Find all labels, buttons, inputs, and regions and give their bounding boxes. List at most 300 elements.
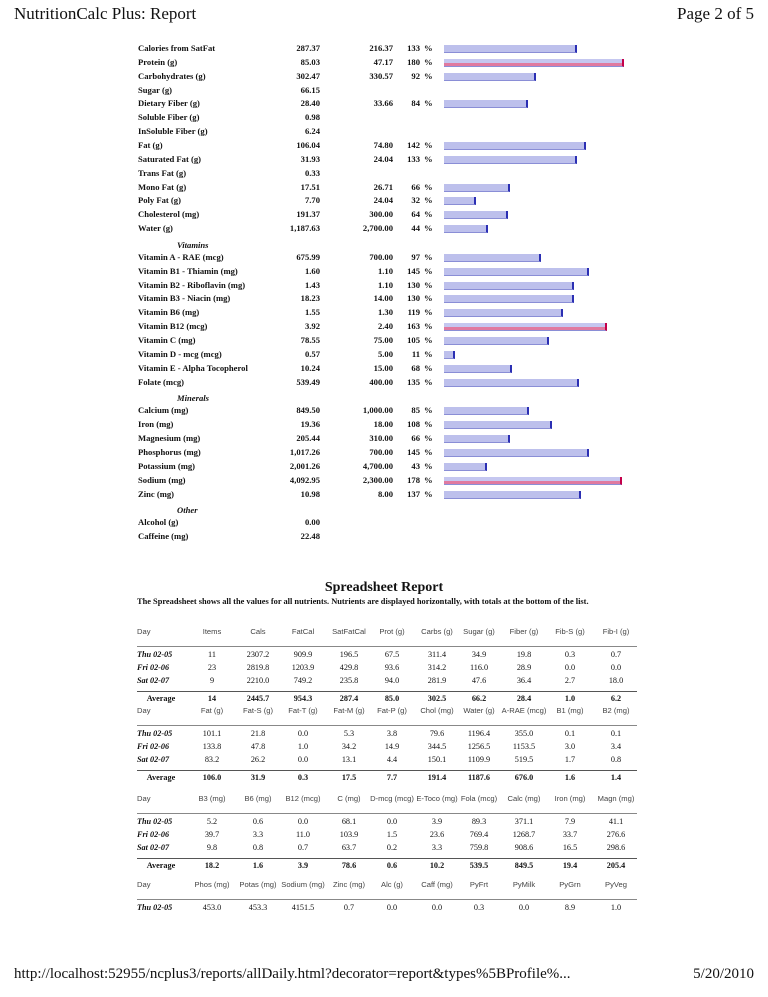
percent-bar — [444, 142, 586, 150]
column-header: Iron (mg) — [554, 794, 586, 803]
nutrient-value: 66.15 — [300, 84, 320, 95]
nutrient-value: 85.03 — [300, 56, 320, 67]
value-cell: 0.1 — [564, 729, 576, 738]
nutrient-row — [0, 181, 768, 194]
value-cell: 909.9 — [293, 650, 313, 659]
column-header: A-RAE (mcg) — [501, 706, 547, 715]
value-cell: 116.0 — [469, 663, 489, 672]
nutrient-name: Iron (mg) — [138, 419, 174, 430]
value-cell: 0.0 — [518, 903, 530, 912]
value-cell: 281.9 — [427, 676, 447, 685]
nutrient-value: 1.43 — [304, 279, 320, 290]
nutrient-row — [0, 474, 768, 487]
average-cell: 302.5 — [427, 694, 447, 703]
value-cell: 2307.2 — [246, 650, 270, 659]
nutrient-percent: 66 — [411, 181, 420, 192]
nutrient-value: 0.57 — [304, 348, 320, 359]
average-cell: 1.0 — [564, 694, 576, 703]
nutrient-row — [0, 70, 768, 83]
column-header: Day — [137, 706, 151, 715]
day-cell: Sat 02-07 — [137, 843, 170, 852]
table-divider — [137, 899, 637, 900]
nutrient-goal: 75.00 — [373, 335, 393, 345]
value-cell: 63.7 — [341, 843, 357, 852]
nutrient-value: 675.99 — [296, 251, 320, 262]
percent-sign: % — [424, 43, 433, 53]
percent-sign: % — [424, 181, 433, 192]
nutrient-row — [0, 42, 768, 55]
value-cell: 298.6 — [606, 843, 626, 852]
nutrient-row — [0, 292, 768, 305]
value-cell: 39.7 — [204, 830, 220, 839]
percent-bar — [444, 491, 581, 499]
nutrient-percent: 137 — [407, 488, 420, 499]
nutrient-value: 78.55 — [300, 335, 320, 345]
column-header: E-Toco (mg) — [416, 794, 458, 803]
value-cell: 1.0 — [610, 903, 622, 912]
average-cell: 18.2 — [204, 861, 220, 870]
day-cell: Fri 02-06 — [137, 663, 170, 672]
nutrient-value: 6.24 — [304, 126, 320, 137]
percent-sign: % — [424, 195, 433, 206]
column-header: B2 (mg) — [602, 706, 630, 715]
percent-bar — [444, 435, 510, 443]
nutrient-value: 191.37 — [296, 209, 320, 220]
nutrient-value: 10.98 — [300, 488, 320, 499]
nutrient-goal: 14.00 — [373, 293, 393, 304]
value-cell: 0.7 — [297, 843, 309, 852]
nutrient-percent: 142 — [407, 139, 420, 150]
nutrient-value: 2,001.26 — [289, 460, 320, 471]
value-cell: 28.9 — [516, 663, 532, 672]
average-cell: 31.9 — [250, 773, 266, 782]
nutrient-name: Vitamin B12 (mcg) — [138, 321, 208, 332]
nutrient-name: Calories from SatFat — [138, 43, 216, 53]
nutrient-percent: 64 — [411, 209, 420, 220]
nutrient-percent: 145 — [407, 265, 420, 276]
percent-bar — [444, 282, 574, 290]
nutrient-goal: 2,700.00 — [362, 223, 393, 234]
column-header: Sodium (mg) — [281, 880, 325, 889]
column-header: Fat-T (g) — [288, 706, 318, 715]
value-cell: 94.0 — [384, 676, 400, 685]
day-cell: Sat 02-07 — [137, 755, 170, 764]
percent-bar — [444, 59, 624, 67]
average-cell: 1.4 — [610, 773, 622, 782]
percent-bar — [444, 449, 589, 457]
percent-bar — [444, 365, 512, 373]
page-number: Page 2 of 5 — [677, 4, 754, 23]
value-cell: 0.2 — [386, 843, 398, 852]
average-cell: 6.2 — [610, 694, 622, 703]
nutrient-percent: 130 — [407, 279, 420, 290]
table-divider — [137, 691, 637, 692]
nutrient-name: Sugar (g) — [138, 84, 172, 95]
column-header: B6 (mg) — [244, 794, 272, 803]
table-divider — [137, 646, 637, 647]
value-cell: 41.1 — [608, 817, 624, 826]
average-cell: 191.4 — [427, 773, 447, 782]
average-cell: 85.0 — [384, 694, 400, 703]
percent-bar — [444, 351, 455, 359]
average-cell: 10.2 — [429, 861, 445, 870]
nutrient-percent: 178 — [407, 474, 420, 485]
value-cell: 4.4 — [386, 755, 398, 764]
nutrient-row — [0, 279, 768, 292]
value-cell: 3.4 — [610, 742, 622, 751]
table-divider — [137, 725, 637, 726]
average-cell: 954.3 — [293, 694, 313, 703]
column-header: Fat-M (g) — [333, 706, 365, 715]
column-header: Fola (mcg) — [460, 794, 498, 803]
average-cell: 3.9 — [297, 861, 309, 870]
value-cell: 1203.9 — [291, 663, 315, 672]
value-cell: 34.2 — [341, 742, 357, 751]
value-cell: 3.3 — [431, 843, 443, 852]
percent-bar — [444, 295, 574, 303]
value-cell: 0.0 — [564, 663, 576, 672]
nutrient-row — [0, 516, 768, 529]
average-cell: 539.5 — [469, 861, 489, 870]
percent-sign: % — [424, 433, 433, 444]
day-cell: Thu 02-05 — [137, 817, 173, 826]
nutrient-row — [0, 153, 768, 166]
column-header: Fat (g) — [200, 706, 224, 715]
value-cell: 47.6 — [471, 676, 487, 685]
value-cell: 0.7 — [343, 903, 355, 912]
value-cell: 4151.5 — [291, 903, 315, 912]
value-cell: 908.6 — [514, 843, 534, 852]
column-header: SatFatCal — [332, 627, 366, 636]
value-cell: 13.1 — [341, 755, 357, 764]
column-header: Fib-I (g) — [602, 627, 630, 636]
value-cell: 101.1 — [202, 729, 222, 738]
value-cell: 5.2 — [206, 817, 218, 826]
nutrient-goal: 1,000.00 — [362, 405, 393, 416]
nutrient-row — [0, 530, 768, 543]
nutrient-percent: 66 — [411, 433, 420, 444]
average-cell: 2445.7 — [246, 694, 270, 703]
nutrient-name: Caffeine (mg) — [138, 531, 189, 542]
nutrient-percent: 43 — [411, 460, 420, 471]
column-header: Fat-S (g) — [243, 706, 273, 715]
nutrient-percent: 133 — [407, 43, 420, 53]
nutrient-percent: 11 — [411, 348, 420, 359]
nutrient-goal: 24.04 — [373, 195, 393, 206]
value-cell: 23.6 — [429, 830, 445, 839]
percent-sign: % — [424, 460, 433, 471]
day-cell: Fri 02-06 — [137, 742, 170, 751]
average-cell: 19.4 — [562, 861, 578, 870]
value-cell: 7.9 — [564, 817, 576, 826]
value-cell: 0.3 — [473, 903, 485, 912]
nutrient-percent: 68 — [411, 362, 420, 373]
percent-bar — [444, 45, 577, 53]
nutrient-percent: 97 — [411, 251, 420, 262]
nutrient-percent: 85 — [411, 405, 420, 416]
value-cell: 453.3 — [248, 903, 268, 912]
nutrient-name: Folate (mcg) — [138, 376, 185, 387]
nutrient-row — [0, 167, 768, 180]
average-cell: 17.5 — [341, 773, 357, 782]
nutrient-name: Potassium (mg) — [138, 460, 196, 471]
table-divider — [137, 770, 637, 771]
column-header: Fiber (g) — [509, 627, 539, 636]
nutrient-row — [0, 97, 768, 110]
table-divider — [137, 813, 637, 814]
value-cell: 355.0 — [514, 729, 534, 738]
percent-sign: % — [424, 474, 433, 485]
nutrient-name: Fat (g) — [138, 139, 163, 150]
percent-bar — [444, 477, 622, 485]
value-cell: 33.7 — [562, 830, 578, 839]
nutrient-value: 302.47 — [296, 70, 320, 81]
nutrient-row — [0, 125, 768, 138]
average-cell: 66.2 — [471, 694, 487, 703]
nutrient-percent: 133 — [407, 153, 420, 164]
percent-sign: % — [424, 153, 433, 164]
nutrient-percent: 180 — [407, 56, 420, 67]
value-cell: 519.5 — [514, 755, 534, 764]
average-cell: 1187.6 — [467, 773, 491, 782]
nutrient-value: 849.50 — [296, 405, 320, 416]
percent-bar — [444, 407, 529, 415]
column-header: Phos (mg) — [194, 880, 230, 889]
nutrient-row — [0, 362, 768, 375]
nutrient-name: Calcium (mg) — [138, 405, 189, 416]
nutrient-value: 18.23 — [300, 293, 320, 304]
percent-sign: % — [424, 335, 433, 345]
column-header: Caff (mg) — [421, 880, 453, 889]
column-header: Sugar (g) — [463, 627, 495, 636]
nutrient-percent: 92 — [411, 70, 420, 81]
value-cell: 18.0 — [608, 676, 624, 685]
value-cell: 0.0 — [431, 903, 443, 912]
nutrient-percent: 130 — [407, 293, 420, 304]
nutrient-value: 7.70 — [304, 195, 320, 206]
nutrient-value: 3.92 — [304, 321, 320, 332]
column-header: Items — [202, 627, 222, 636]
percent-sign: % — [424, 405, 433, 416]
nutrient-percent: 44 — [411, 223, 420, 234]
day-cell: Thu 02-05 — [137, 729, 173, 738]
value-cell: 34.9 — [471, 650, 487, 659]
nutrient-value: 1,017.26 — [289, 446, 320, 457]
nutrient-name: Vitamin B1 - Thiamin (mg) — [138, 265, 238, 276]
column-header: Alc (g) — [381, 880, 403, 889]
nutrient-percent: 32 — [411, 195, 420, 206]
nutrient-name: Poly Fat (g) — [138, 195, 181, 206]
section-heading: Other — [177, 505, 198, 516]
value-cell: 344.5 — [427, 742, 447, 751]
column-header: B12 (mcg) — [285, 794, 321, 803]
percent-sign: % — [424, 251, 433, 262]
value-cell: 3.9 — [431, 817, 443, 826]
nutrient-row — [0, 208, 768, 221]
column-header: Calc (mg) — [507, 794, 541, 803]
nutrient-goal: 2.40 — [377, 321, 393, 332]
spreadsheet-title: Spreadsheet Report — [324, 580, 444, 595]
nutrient-goal: 700.00 — [369, 446, 393, 457]
value-cell: 0.1 — [610, 729, 622, 738]
percent-sign: % — [424, 56, 433, 67]
column-header: Day — [137, 794, 151, 803]
nutrient-row — [0, 488, 768, 501]
percent-sign: % — [424, 321, 433, 332]
average-cell: 14 — [207, 694, 217, 703]
nutrient-goal: 18.00 — [373, 419, 393, 430]
percent-sign: % — [424, 98, 433, 109]
nutrient-row — [0, 306, 768, 319]
percent-bar — [444, 184, 510, 192]
day-cell: Sat 02-07 — [137, 676, 170, 685]
column-header: Fat-P (g) — [377, 706, 407, 715]
nutrient-name: InSoluble Fiber (g) — [138, 126, 208, 137]
nutrient-value: 17.51 — [300, 181, 320, 192]
value-cell: 14.9 — [384, 742, 400, 751]
percent-bar — [444, 337, 549, 345]
column-header: C (mg) — [337, 794, 361, 803]
column-header: B1 (mg) — [556, 706, 584, 715]
average-cell: 0.3 — [297, 773, 309, 782]
value-cell: 93.6 — [384, 663, 400, 672]
percent-sign: % — [424, 293, 433, 304]
nutrient-name: Vitamin B6 (mg) — [138, 307, 200, 318]
average-cell: 0.6 — [386, 861, 398, 870]
percent-sign: % — [424, 446, 433, 457]
nutrient-row — [0, 56, 768, 69]
average-cell: 287.4 — [339, 694, 359, 703]
column-header: PyMilk — [512, 880, 536, 889]
nutrient-name: Vitamin D - mcg (mcg) — [138, 348, 222, 359]
value-cell: 453.0 — [202, 903, 222, 912]
percent-bar — [444, 225, 488, 233]
nutrient-name: Magnesium (mg) — [138, 433, 201, 444]
value-cell: 0.6 — [252, 817, 264, 826]
column-header: PyVeg — [605, 880, 627, 889]
percent-bar — [444, 268, 589, 276]
nutrient-goal: 310.00 — [369, 433, 393, 444]
value-cell: 83.2 — [204, 755, 220, 764]
value-cell: 0.3 — [564, 650, 576, 659]
column-header: Zinc (mg) — [332, 880, 366, 889]
nutrient-value: 106.04 — [296, 139, 320, 150]
value-cell: 2819.8 — [246, 663, 270, 672]
nutrient-name: Vitamin C (mg) — [138, 335, 196, 345]
percent-bar — [444, 211, 508, 219]
day-cell: Fri 02-06 — [137, 830, 170, 839]
column-header: FatCal — [291, 627, 315, 636]
nutrient-percent: 108 — [407, 419, 420, 430]
nutrient-goal: 26.71 — [373, 181, 393, 192]
value-cell: 21.8 — [250, 729, 266, 738]
nutrient-value: 1,187.63 — [289, 223, 320, 234]
value-cell: 103.9 — [339, 830, 359, 839]
value-cell: 36.4 — [516, 676, 532, 685]
nutrient-goal: 1.10 — [377, 279, 393, 290]
percent-sign: % — [424, 307, 433, 318]
column-header: Prot (g) — [379, 627, 405, 636]
value-cell: 1.7 — [564, 755, 576, 764]
nutrient-value: 539.49 — [296, 376, 320, 387]
percent-sign: % — [424, 279, 433, 290]
value-cell: 371.1 — [514, 817, 534, 826]
percent-sign: % — [424, 362, 433, 373]
value-cell: 314.2 — [427, 663, 447, 672]
average-cell: 205.4 — [606, 861, 626, 870]
report-title: NutritionCalc Plus: Report — [14, 4, 197, 23]
nutrient-percent: 84 — [411, 98, 420, 109]
nutrient-name: Carbohydrates (g) — [138, 70, 206, 81]
nutrient-row — [0, 194, 768, 207]
percent-sign: % — [424, 419, 433, 430]
nutrient-name: Sodium (mg) — [138, 474, 186, 485]
value-cell: 749.2 — [293, 676, 313, 685]
nutrient-value: 1.60 — [304, 265, 320, 276]
nutrient-goal: 1.10 — [377, 265, 393, 276]
percent-bar — [444, 421, 552, 429]
value-cell: 1153.5 — [512, 742, 536, 751]
day-cell: Thu 02-05 — [137, 903, 173, 912]
nutrient-value: 0.33 — [304, 167, 320, 178]
nutrient-row — [0, 404, 768, 417]
nutrient-percent: 119 — [407, 307, 420, 318]
average-cell: 7.7 — [386, 773, 398, 782]
nutrient-row — [0, 111, 768, 124]
value-cell: 3.0 — [564, 742, 576, 751]
nutrient-value: 28.40 — [300, 98, 320, 109]
value-cell: 9 — [209, 676, 215, 685]
column-header: Water (g) — [463, 706, 495, 715]
average-cell: 78.6 — [341, 861, 357, 870]
nutrient-goal: 15.00 — [373, 362, 393, 373]
value-cell: 8.9 — [564, 903, 576, 912]
nutrient-row — [0, 376, 768, 389]
value-cell: 26.2 — [250, 755, 266, 764]
value-cell: 68.1 — [341, 817, 357, 826]
nutrient-value: 0.00 — [304, 517, 320, 528]
column-header: Fib-S (g) — [555, 627, 585, 636]
value-cell: 11 — [208, 650, 216, 659]
average-cell: 676.0 — [514, 773, 534, 782]
value-cell: 2210.0 — [246, 676, 270, 685]
nutrient-goal: 300.00 — [369, 209, 393, 220]
nutrient-value: 4,092.95 — [289, 474, 320, 485]
nutrient-row — [0, 334, 768, 347]
nutrient-goal: 1.30 — [377, 307, 393, 318]
nutrient-row — [0, 460, 768, 473]
nutrient-value: 31.93 — [300, 153, 320, 164]
nutrient-goal: 47.17 — [373, 56, 393, 67]
column-header: Day — [137, 627, 151, 636]
nutrient-value: 1.55 — [304, 307, 320, 318]
column-header: Potas (mg) — [239, 880, 277, 889]
nutrient-percent: 135 — [407, 376, 420, 387]
percent-bar — [444, 323, 607, 331]
column-header: PyFrt — [469, 880, 489, 889]
average-label: Average — [146, 861, 176, 870]
value-cell: 0.0 — [610, 663, 622, 672]
nutrient-value: 10.24 — [300, 362, 320, 373]
value-cell: 0.7 — [610, 650, 622, 659]
percent-sign: % — [424, 376, 433, 387]
value-cell: 79.6 — [429, 729, 445, 738]
nutrient-goal: 24.04 — [373, 153, 393, 164]
percent-sign: % — [424, 70, 433, 81]
nutrient-row — [0, 348, 768, 361]
nutrient-percent: 163 — [407, 321, 420, 332]
percent-sign: % — [424, 223, 433, 234]
